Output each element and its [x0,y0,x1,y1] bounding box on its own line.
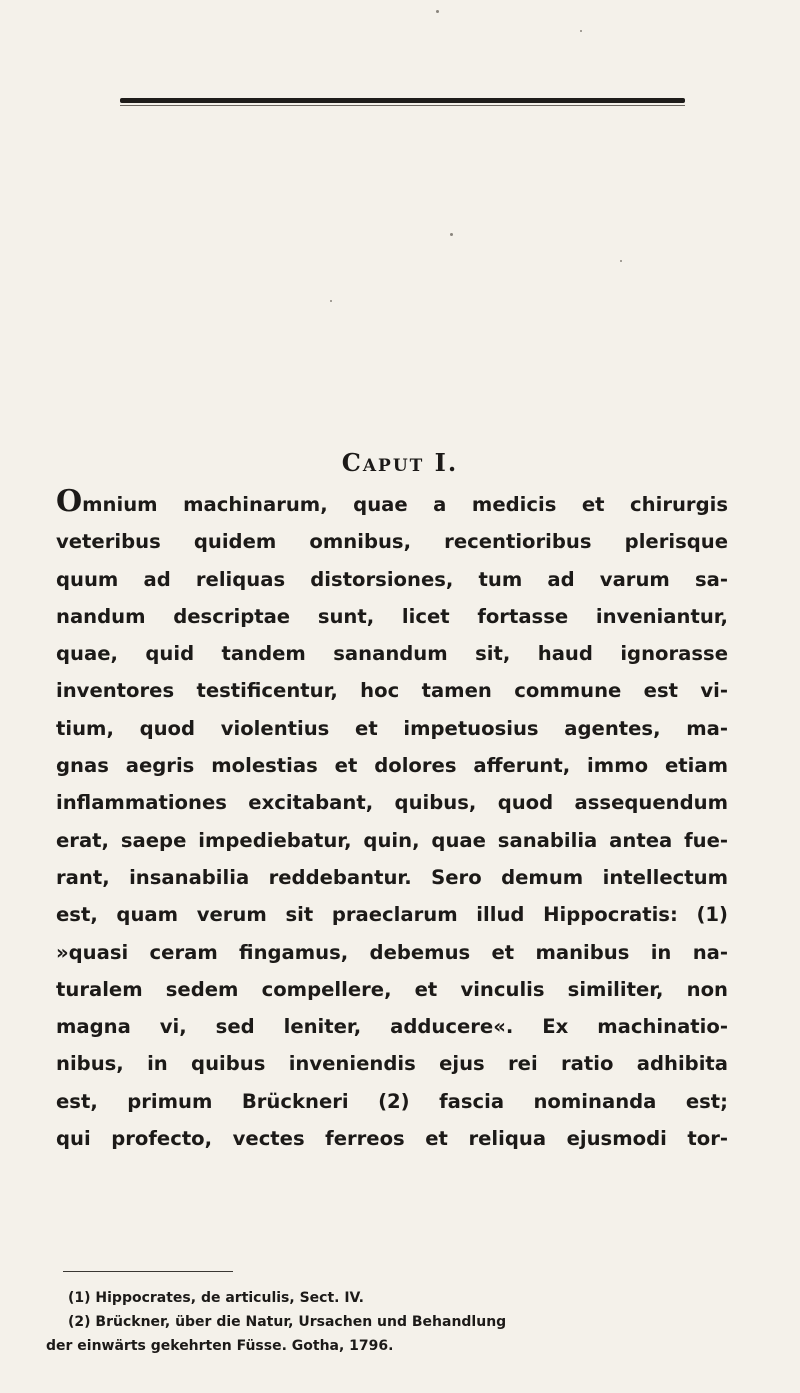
text-line: inventores testificentur, hoc tamen commune est vi- [56,679,728,703]
text-line: inflammationes excitabant, quibus, quod assequendum [56,791,728,815]
paper-speck [450,233,453,236]
footnotes [46,1286,728,1358]
text-line: est, primum Brückneri (2) fascia nominanda est; [56,1089,728,1113]
text-line: turalem sedem compellere, et vinculis similiter, non [56,977,728,1001]
text-line: qui profecto, vectes ferreos et reliqua ejusmodi tor- [56,1127,728,1151]
text-line: quum ad reliquas distorsiones, tum ad varum sa- [56,567,728,591]
paper-speck [620,260,622,262]
text-line: est, quam verum sit praeclarum illud Hippocratis: (1) [56,903,728,927]
text-line: »quasi ceram fingamus, debemus et manibus in na- [56,940,728,964]
paper-speck [330,300,332,302]
paper-speck [580,30,582,32]
footnote-2: (2) Brückner, über die Natur, Ursachen und Behandlung [68,1314,507,1330]
text-line: magna vi, sed leniter, adducere«. Ex machinatio- [56,1015,728,1039]
drop-cap: O [56,484,83,519]
text-line: quae, quid tandem sanandum sit, haud ignorasse [56,642,728,666]
main-paragraph [56,486,728,1157]
header-rule [120,98,685,103]
text-line: nibus, in quibus inveniendis ejus rei ratio adhibita [56,1052,728,1076]
footnote-rule [63,1271,233,1272]
text-line: nandum descriptae sunt, licet fortasse inveniantur, [56,604,728,628]
text-line: gnas aegris molestias et dolores afferunt, immo etiam [56,754,728,778]
header-rule-thin [120,105,685,106]
text-line: erat, saepe impediebatur, quin, quae sanabilia antea fue- [56,828,728,852]
footnote-2-continued: der einwärts gekehrten Füsse. Gotha, 1796. [46,1338,394,1354]
text-line: tium, quod violentius et impetuosius agentes, ma- [56,716,728,740]
footnote-1: (1) Hippocrates, de articulis, Sect. IV. [68,1290,364,1306]
text-line: rant, insanabilia reddebantur. Sero demum intellectum [56,865,728,889]
paper-speck [436,10,439,13]
chapter-heading: Caput I. [341,448,459,477]
text-line: Omnium machinarum, quae a medicis et chirurgis [56,484,728,519]
text-line: veteribus quidem omnibus, recentioribus plerisque [56,530,728,554]
